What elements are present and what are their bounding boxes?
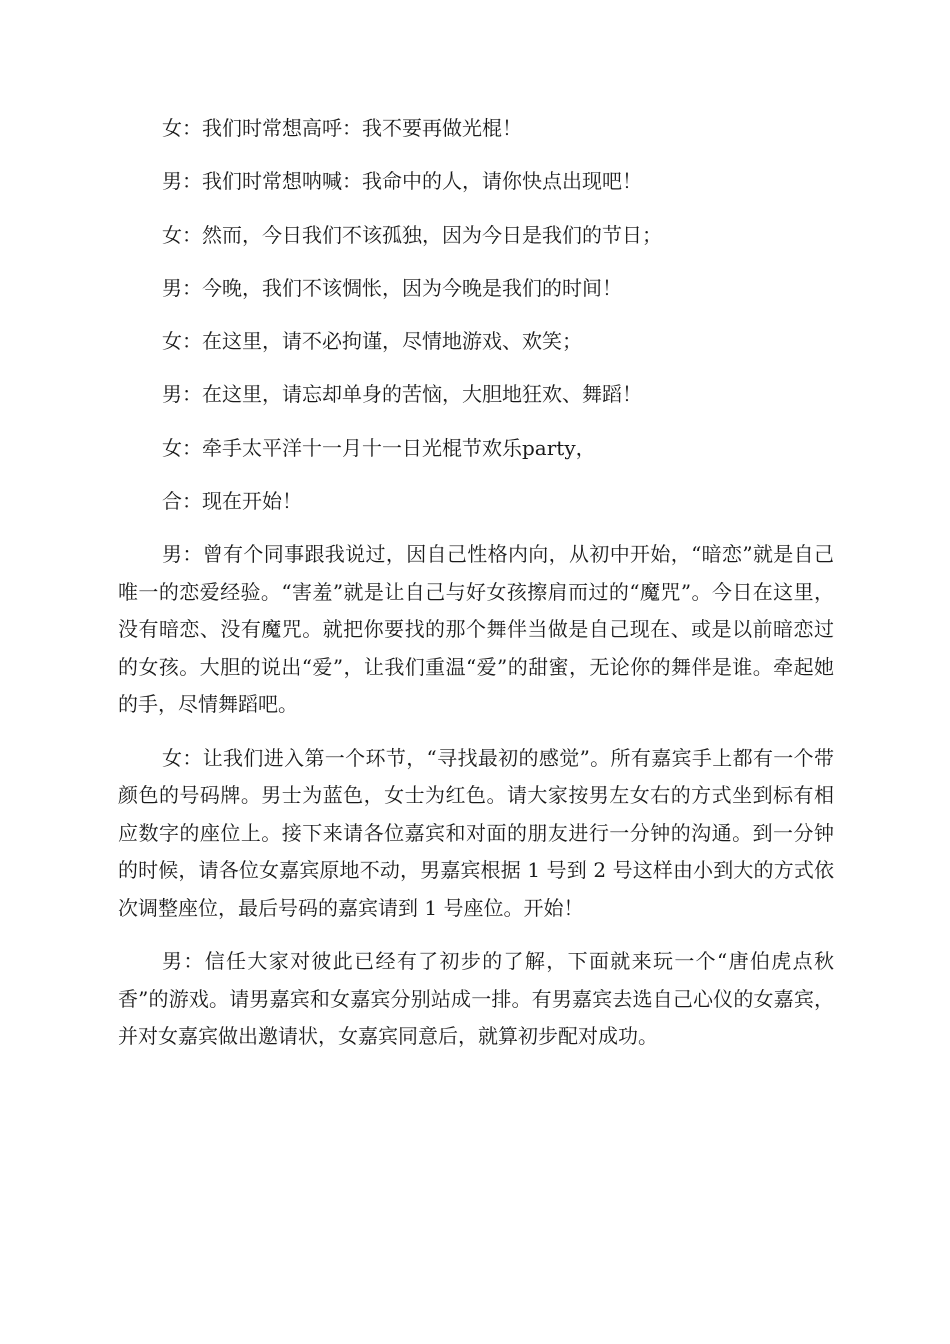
- paragraph-3: 男：信任大家对彼此已经有了初步的了解，下面就来玩一个“唐伯虎点秋香”的游戏。请男嘉宾和女嘉宾分别站成一排。有男嘉宾去选自己心仪的女嘉宾，并对女嘉宾做出邀请状，女嘉宾同意后，就算初步配对成功。: [118, 949, 834, 1049]
- dialogue-line-2: 男：我们时常想呐喊：我命中的人，请你快点出现吧！: [162, 169, 642, 194]
- paragraph-1: 男：曾有个同事跟我说过，因自己性格内向，从初中开始，“暗恋”就是自己唯一的恋爱经验。“害羞”就是让自己与好女孩擦肩而过的“魔咒”。今日在这里，没有暗恋、没有魔咒。就把你要找的那个舞伴当做是自己现在、或是以前暗恋过的女孩。大胆的说出“爱”，让我们重温“爱”的甜蜜，无论你的舞伴是谁。牵起她的手，尽情舞蹈吧。: [118, 542, 834, 717]
- dialogue-line-6: 男：在这里，请忘却单身的苦恼，大胆地狂欢、舞蹈！: [162, 382, 642, 407]
- document-body: [118, 110, 834, 1072]
- dialogue-line-5: 女：在这里，请不必拘谨，尽情地游戏、欢笑；: [162, 329, 582, 354]
- dialogue-line-7: 女：牵手太平洋十一月十一日光棍节欢乐party，: [162, 435, 596, 460]
- paragraph-2: 女：让我们进入第一个环节，“寻找最初的感觉”。所有嘉宾手上都有一个带颜色的号码牌。男士为蓝色，女士为红色。请大家按男左女右的方式坐到标有相应数字的座位上。接下来请各位嘉宾和对面的朋友进行一分钟的沟通。到一分钟的时候，请各位女嘉宾原地不动，男嘉宾根据 1 号到 2 号这样由小到大的方式依次调整座位，最后号码的嘉宾请到 1 号座位。开始！: [118, 745, 834, 920]
- dialogue-line-8: 合：现在开始！: [162, 489, 302, 514]
- dialogue-line-1: 女：我们时常想高呼：我不要再做光棍！: [162, 116, 522, 140]
- dialogue-line-4: 男：今晚，我们不该惆怅，因为今晚是我们的时间！: [162, 275, 622, 300]
- dialogue-line-3: 女：然而，今日我们不该孤独，因为今日是我们的节日；: [162, 222, 662, 247]
